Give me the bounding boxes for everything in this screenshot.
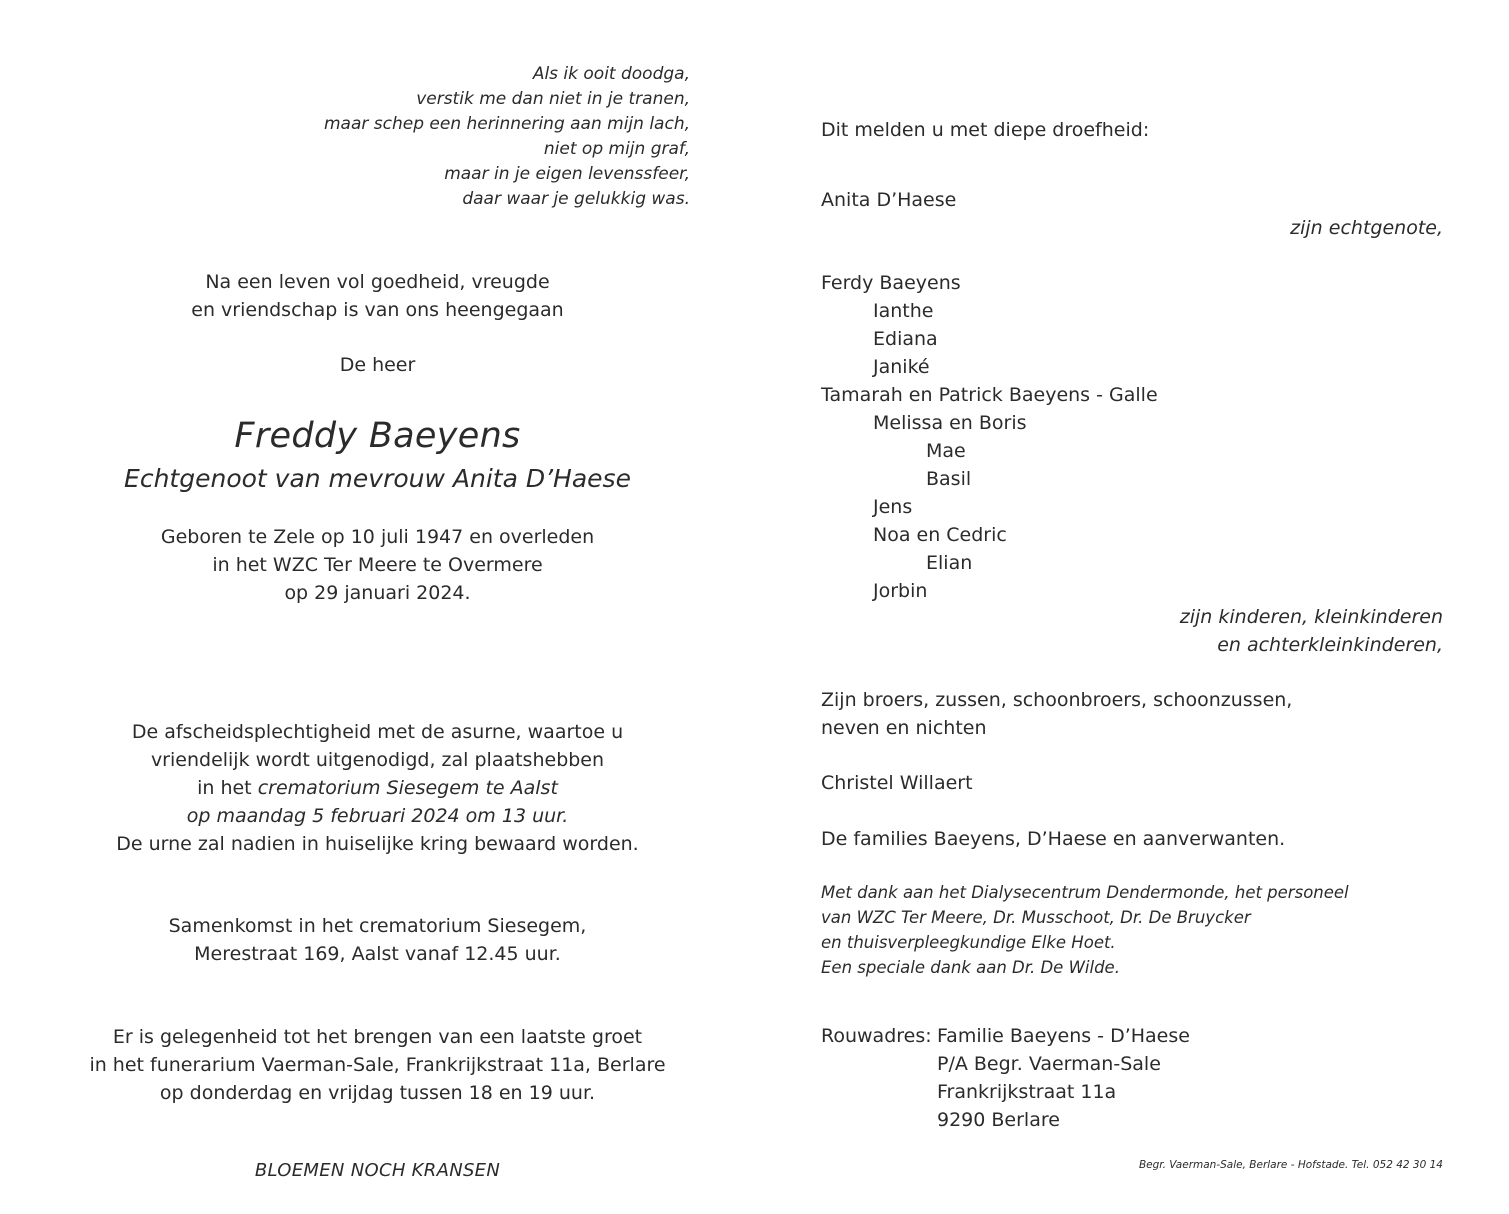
gathering-line: Merestraat 169, Aalst vanaf 12.45 uur. [194, 943, 561, 965]
address-line: Familie Baeyens - D’Haese [937, 1025, 1190, 1047]
ceremony-line [40, 774, 715, 802]
ceremony-line: vriendelijk wordt uitgenodigd, zal plaatshebben [150, 749, 605, 771]
address-line: 9290 Berlare [937, 1109, 1060, 1131]
visitation-line: Er is gelegenheid tot het brengen van een laatste groet [112, 1026, 643, 1048]
visitation-line: in het funerarium Vaerman-Sale, Frankrijkstraat 11a, Berlare [89, 1054, 666, 1076]
thanks-line: en thuisverpleegkundige Elke Hoet. [821, 933, 1116, 952]
thanks-line: Een speciale dank aan Dr. De Wilde. [821, 958, 1120, 977]
thanks-line: Met dank aan het Dialysecentrum Dendermonde, het personeel [821, 883, 1349, 902]
poem-line: niet op mijn graf, [543, 139, 690, 159]
ceremony-date: op maandag 5 februari 2024 om 13 uur. [186, 805, 569, 827]
friend: Christel Willaert [821, 772, 973, 794]
families: De families Baeyens, D’Haese en aanverwanten. [821, 828, 1286, 850]
family-member: Ediana [873, 328, 938, 350]
poem-line: daar waar je gelukkig was. [462, 189, 690, 209]
thanks-note [821, 880, 1349, 980]
ceremony-line: De afscheidsplechtigheid met de asurne, waartoe u [131, 721, 624, 743]
address-line: Frankrijkstraat 11a [937, 1081, 1117, 1103]
family-member: Jens [873, 496, 913, 518]
family-member: Noa en Cedric [873, 524, 1007, 546]
family-member: Ferdy Baeyens [821, 272, 961, 294]
spouse-role: zijn echtgenote, [1290, 217, 1443, 239]
siblings [821, 686, 1292, 742]
family-role [1180, 603, 1443, 659]
address-label: Rouwadres: [821, 1025, 932, 1047]
thanks-line: van WZC Ter Meere, Dr. Musschoot, Dr. De Bruycker [821, 908, 1251, 927]
spouse-name: Anita D’Haese [821, 189, 957, 211]
family-role-line: en achterkleinkinderen, [1217, 634, 1443, 656]
deceased-subtitle: Echtgenoot van mevrouw Anita D’Haese [124, 464, 631, 493]
deceased-name: Freddy Baeyens [234, 416, 521, 456]
gathering [40, 912, 715, 968]
poem-line: Als ik ooit doodga, [532, 64, 690, 84]
no-flowers-notice: BLOEMEN NOCH KRANSEN [254, 1160, 501, 1181]
family-member: Melissa en Boris [873, 412, 1027, 434]
ceremony-line: De urne zal nadien in huiselijke kring bewaard worden. [116, 833, 639, 855]
poem [250, 62, 690, 212]
intro [40, 268, 715, 324]
family-role-line: zijn kinderen, kleinkinderen [1179, 606, 1443, 628]
visitation-line: op donderdag en vrijdag tussen 18 en 19 uur. [159, 1082, 596, 1104]
family-list [821, 269, 1158, 605]
family-member: Janiké [873, 356, 930, 378]
undertaker-footer: Begr. Vaerman-Sale, Berlare - Hofstade. Tel. 052 42 30 14 [1138, 1159, 1443, 1171]
poem-line: verstik me dan niet in je tranen, [416, 89, 690, 109]
intro-line: Na een leven vol goedheid, vreugde [205, 271, 550, 293]
ceremony-location: crematorium Siesegem te Aalst [257, 777, 558, 799]
ceremony [40, 718, 715, 858]
birth-death-line: Geboren te Zele op 10 juli 1947 en overleden [160, 526, 595, 548]
family-member: Mae [926, 440, 966, 462]
family-member: Ianthe [873, 300, 934, 322]
salutation: De heer [339, 354, 416, 376]
intro-line: en vriendschap is van ons heengegaan [191, 299, 564, 321]
poem-line: maar in je eigen levenssfeer, [444, 164, 690, 184]
gathering-line: Samenkomst in het crematorium Siesegem, [168, 915, 587, 937]
family-member: Basil [926, 468, 972, 490]
family-member: Elian [926, 552, 973, 574]
ceremony-prefix: in het [197, 777, 258, 799]
birth-death-line: op 29 januari 2024. [284, 582, 471, 604]
birth-death-line: in het WZC Ter Meere te Overmere [212, 554, 543, 576]
address-line: P/A Begr. Vaerman-Sale [937, 1053, 1161, 1075]
birth-death [40, 523, 715, 607]
poem-line: maar schep een herinnering aan mijn lach, [323, 114, 690, 134]
siblings-line: neven en nichten [821, 717, 987, 739]
siblings-line: Zijn broers, zussen, schoonbroers, schoonzussen, [821, 689, 1293, 711]
address-lines [937, 1022, 1190, 1134]
announcement: Dit melden u met diepe droefheid: [821, 119, 1150, 141]
family-member: Jorbin [873, 580, 928, 602]
family-member: Tamarah en Patrick Baeyens - Galle [821, 384, 1158, 406]
visitation [40, 1023, 715, 1107]
